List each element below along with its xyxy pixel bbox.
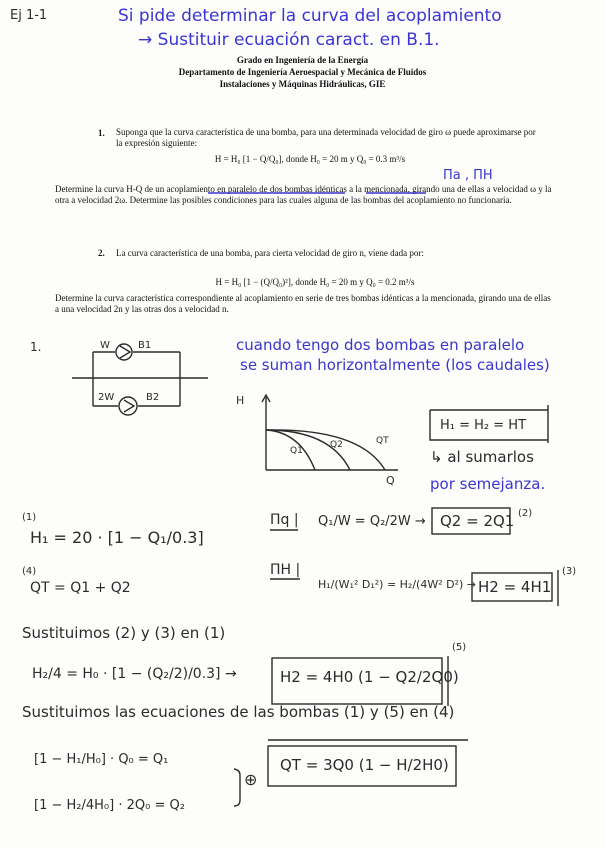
pi-q-eq: Q₁/W = Q₂/2W → [318,514,426,529]
problem1-question: Determine la curva H-Q de un acoplamiento en paralelo de dos bombas idénticas a la mencionada, girando una de ellas a velocidad ω y la otra a velocidad 2ω. Determine las posibles condiciones para las cuales alguna de las bombas del acoplamiento no funcionaría. [55,184,552,205]
problem1-formula: H = H₀ [1 − Q/Q₀], donde H₀ = 20 m y Q₀ = 0.3 m³/s [214,154,406,164]
curve-qt [266,430,385,470]
margin-note: Πa , ΠH [443,168,493,183]
pump2-name: B2 [146,392,160,403]
pump2-speed: 2W [98,392,115,403]
note-line-2: → Sustituir ecuación caract. en B.1. [138,30,440,50]
eq4-tag: (4) [22,566,37,577]
h-equal-note: H₁ = H₂ = HT [440,418,527,433]
eq5-tag: (5) [452,642,467,653]
graph-q-label: Q [386,474,395,487]
problem2-question: Determine la curva característica correspondiente al acoplamiento en serie de tres bombas idénticas a la mencionada, girando una de ellas a una velocidad 2n y las otras dos a velocidad n. [55,293,551,314]
problem2-number: 2. [98,248,105,258]
sum-note: ↳ al sumarlos [430,448,534,466]
eq2-box: Q2 = 2Q1 [440,512,515,530]
eq5-box: H2 = 4H0 (1 − Q2/2Q0) [280,668,459,686]
subst-line-2: Sustituimos las ecuaciones de las bombas (1) y (5) en (4) [22,703,455,721]
solution-number: 1. [30,340,42,354]
eq6a: [1 − H₁/H₀] · Q₀ = Q₁ [34,752,169,767]
exercise-label: Ej 1-1 [10,8,48,23]
curve1-label: Q1 [290,446,303,456]
header-line-2: Departamento de Ingeniería Aeroespacial y Mecánica de Fluidos [178,67,427,77]
pump1-name: B1 [138,340,152,351]
problem2-formula: H = H₀ [1 − (Q/Q₀)²], donde H₀ = 20 m y Q₀ = 0.2 m³/s [215,277,415,287]
eq2-tag: (2) [518,508,533,519]
parallel-note-2: se suman horizontalmente (los caudales) [240,356,550,374]
eq4: QT = Q1 + Q2 [30,580,131,596]
problem1-text: Suponga que la curva característica de una bomba, para una determinada velocidad de giro ω puede aproximarse por la expresión siguiente: [116,127,536,148]
problem1-number: 1. [98,128,105,138]
eq3-box: H2 = 4H1 [478,578,552,596]
similarity-note: por semejanza. [430,475,546,493]
eq1: H₁ = 20 · [1 − Q₁/0.3] [30,528,204,547]
final-box: QT = 3Q0 (1 − H/2H0) [280,756,449,774]
subst-line-1: Sustituimos (2) y (3) en (1) [22,624,226,642]
curve3-label: QT [376,436,389,446]
curve2-label: Q2 [330,440,343,450]
pi-q-label: Πq | [270,512,299,528]
eq1-tag: (1) [22,512,37,523]
eq3-tag: (3) [562,566,577,577]
note-line-1: Si pide determinar la curva del acoplamiento [118,6,502,26]
header-line-1: Grado en Ingeniería de la Energía [236,55,369,65]
problem2-text: La curva característica de una bomba, para cierta velocidad de giro n, viene dada por: [116,248,424,258]
graph-h-label: H [236,394,245,407]
pi-h-eq: H₁/(W₁² D₁²) = H₂/(4W² D²) → [318,578,477,591]
eq6b: [1 − H₂/4H₀] · 2Q₀ = Q₂ [34,798,185,813]
plus-sign: ⊕ [244,770,258,789]
parallel-note-1: cuando tengo dos bombas en paralelo [236,336,525,354]
header-line-3: Instalaciones y Máquinas Hidráulicas, GIE [219,79,386,89]
pump1-speed: W [100,340,110,351]
subst-eq: H₂/4 = H₀ · [1 − (Q₂/2)/0.3] → [32,666,237,682]
curve-q2 [266,430,350,470]
pi-h-label: ΠH | [270,562,301,578]
